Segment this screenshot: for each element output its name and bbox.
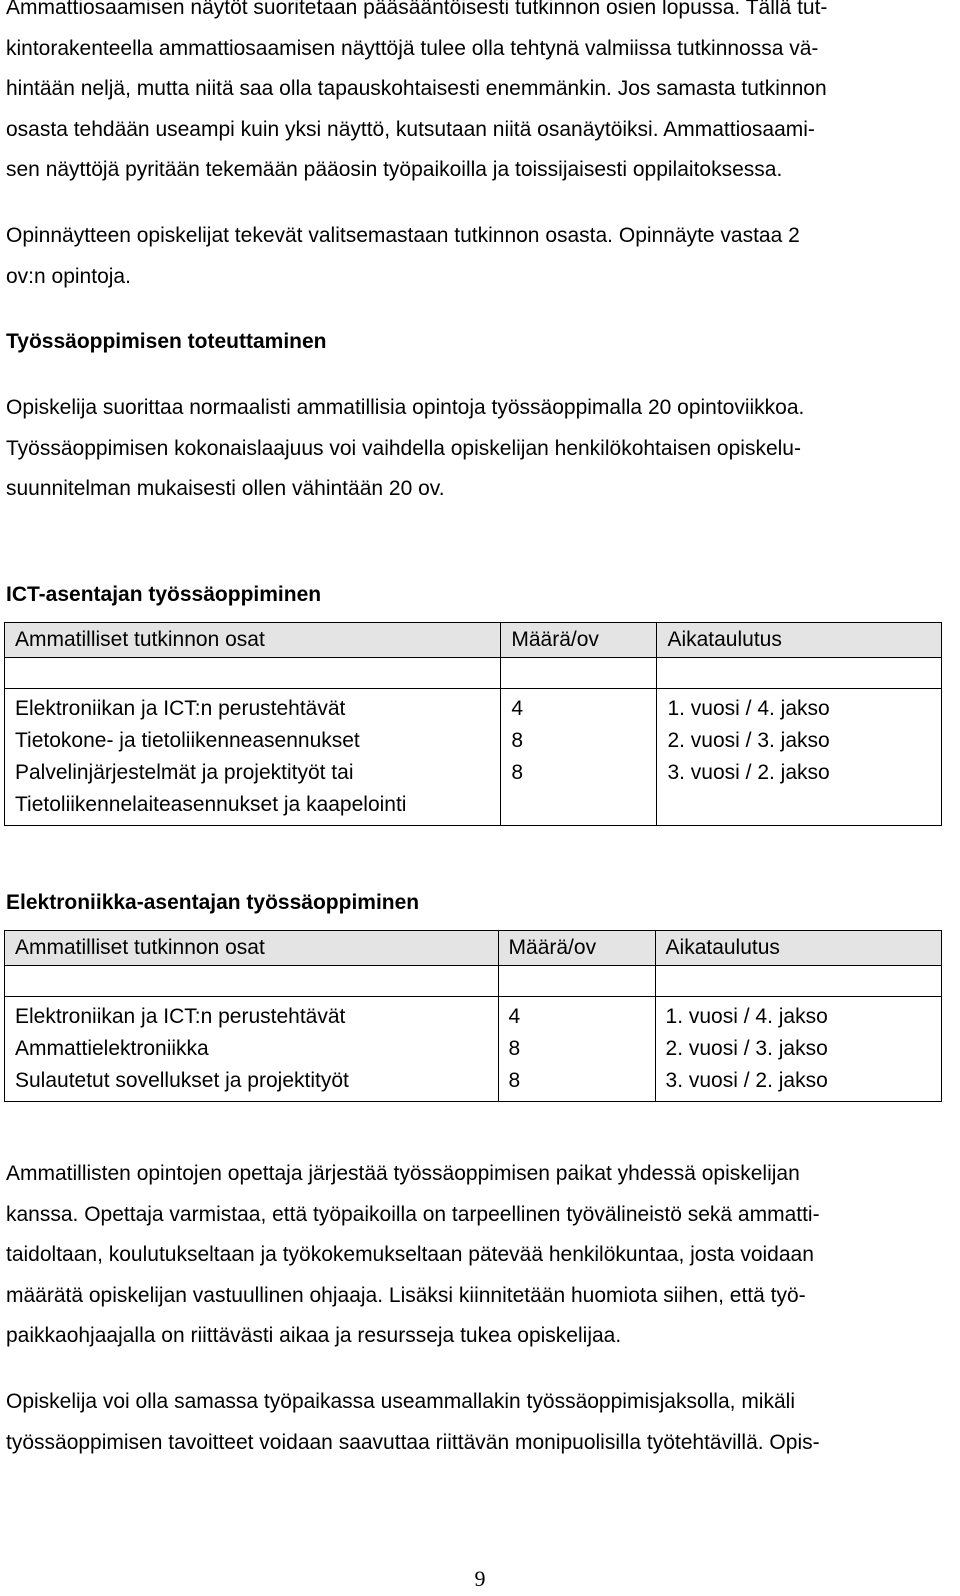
cell-line: 3. vuosi / 2. jakso	[665, 1069, 828, 1092]
text-line: Työssäoppimisen kokonaislaajuus voi vaihdella opiskelijan henkilökohtaisen opiskelu-	[6, 436, 801, 460]
text-line: suunnitelman mukaisesti ollen vähintään 20 ov.	[6, 477, 445, 500]
cell-line: Elektroniikan ja ICT:n perustehtävät	[15, 697, 346, 720]
table-row	[5, 689, 942, 826]
text-line: määrätä opiskelijan vastuullinen ohjaaja. Lisäksi kiinnitetään huomiota siihen, että työ-	[6, 1283, 806, 1307]
paragraph-tyossaoppiminen	[6, 388, 942, 510]
cell-line: Ammattielektroniikka	[15, 1037, 209, 1060]
cell-line: 3. vuosi / 2. jakso	[667, 761, 830, 784]
header-aikataulutus: Aikataulutus	[657, 623, 942, 658]
header-tutkinnon-osat: Ammatilliset tutkinnon osat	[5, 931, 499, 966]
cell-aikataulutus	[655, 997, 941, 1102]
paragraph-opinnayte	[6, 216, 942, 297]
cell-line: 4	[508, 1005, 521, 1028]
heading-elektroniikka-asentaja: Elektroniikka-asentajan työssäoppiminen	[6, 891, 420, 914]
paragraph-naytot	[6, 0, 942, 191]
cell-line: Tietoliikennelaiteasennukset ja kaapelointi	[15, 793, 407, 816]
cell-tutkinnon-osat	[5, 689, 501, 826]
cell-line: Palvelinjärjestelmät ja projektityöt tai	[15, 761, 354, 784]
header-maara: Määrä/ov	[501, 623, 657, 658]
cell-maara	[501, 689, 657, 826]
header-aikataulutus: Aikataulutus	[655, 931, 941, 966]
cell-line: 8	[508, 1037, 521, 1060]
cell-line: Elektroniikan ja ICT:n perustehtävät	[15, 1005, 346, 1028]
text-line: kanssa. Opettaja varmistaa, että työpaikoilla on tarpeellinen työvälineistö sekä ammatti-	[6, 1202, 820, 1226]
cell-line: 8	[508, 1069, 521, 1092]
header-tutkinnon-osat: Ammatilliset tutkinnon osat	[5, 623, 501, 658]
cell-tutkinnon-osat	[5, 997, 499, 1102]
cell-line: 8	[511, 729, 524, 752]
cell-maara	[498, 997, 655, 1102]
text-line: hintään neljä, mutta niitä saa olla tapauskohtaisesti enemmänkin. Jos samasta tutkinnon	[6, 77, 827, 100]
paragraph-opettaja	[6, 1154, 942, 1357]
text-line: osasta tehdään useampi kuin yksi näyttö, kutsutaan niitä osanäytöiksi. Ammattiosaami-	[6, 117, 815, 141]
table-elektroniikka-asentaja	[4, 930, 942, 1102]
text-line: Opiskelija voi olla samassa työpaikassa useammallakin työssäoppimisjaksolla, mikäli	[6, 1390, 795, 1413]
table-row	[5, 997, 942, 1102]
text-line: Ammatillisten opintojen opettaja järjestää työssäoppimisen paikat yhdessä opiskelijan	[6, 1162, 800, 1185]
text-line: Ammattiosaamisen näytöt suoritetaan pääsääntöisesti tutkinnon osien lopussa. Tällä tut-	[6, 0, 828, 19]
cell-line: Tietokone- ja tietoliikenneasennukset	[15, 729, 360, 752]
table-spacer-row	[5, 966, 942, 997]
cell-line: 2. vuosi / 3. jakso	[665, 1037, 828, 1060]
cell-line: 2. vuosi / 3. jakso	[667, 729, 830, 752]
text-line: paikkaohjaajalla on riittävästi aikaa ja resursseja tukea opiskelijaa.	[6, 1324, 622, 1347]
table-header-row	[5, 623, 942, 658]
cell-line: 1. vuosi / 4. jakso	[665, 1005, 828, 1028]
table-spacer-row	[5, 658, 942, 689]
heading-ict-asentaja: ICT-asentajan työssäoppiminen	[6, 583, 322, 606]
text-line: taidoltaan, koulutukseltaan ja työkokemukseltaan pätevää henkilökuntaa, josta voidaan	[6, 1243, 814, 1266]
text-line: työssäoppimisen tavoitteet voidaan saavuttaa riittävän monipuolisilla työtehtävillä. Opis-	[6, 1430, 820, 1454]
text-line: Opiskelija suorittaa normaalisti ammatillisia opintoja työssäoppimalla 20 opintoviikkoa.	[6, 396, 805, 419]
cell-line: 4	[511, 697, 524, 720]
text-line: ov:n opintoja.	[6, 264, 131, 288]
cell-line: Sulautetut sovellukset ja projektityöt	[15, 1069, 349, 1092]
page-number: 9	[474, 1566, 486, 1591]
text-line: Opinnäytteen opiskelijat tekevät valitsemastaan tutkinnon osasta. Opinnäyte vastaa 2	[6, 224, 800, 247]
heading-tyossaoppimisen-toteuttaminen: Työssäoppimisen toteuttaminen	[6, 330, 327, 353]
header-maara: Määrä/ov	[498, 931, 655, 966]
text-line: kintorakenteella ammattiosaamisen näyttöjä tulee olla tehtynä valmiissa tutkinnossa vä-	[6, 36, 819, 60]
paragraph-tyopaikka	[6, 1382, 942, 1463]
cell-line: 1. vuosi / 4. jakso	[667, 697, 830, 720]
table-ict-asentaja	[4, 622, 942, 826]
cell-aikataulutus	[657, 689, 942, 826]
text-line: sen näyttöjä pyritään tekemään pääosin työpaikoilla ja toissijaisesti oppilaitoksessa.	[6, 158, 783, 181]
cell-line: 8	[511, 761, 524, 784]
table-header-row	[5, 931, 942, 966]
